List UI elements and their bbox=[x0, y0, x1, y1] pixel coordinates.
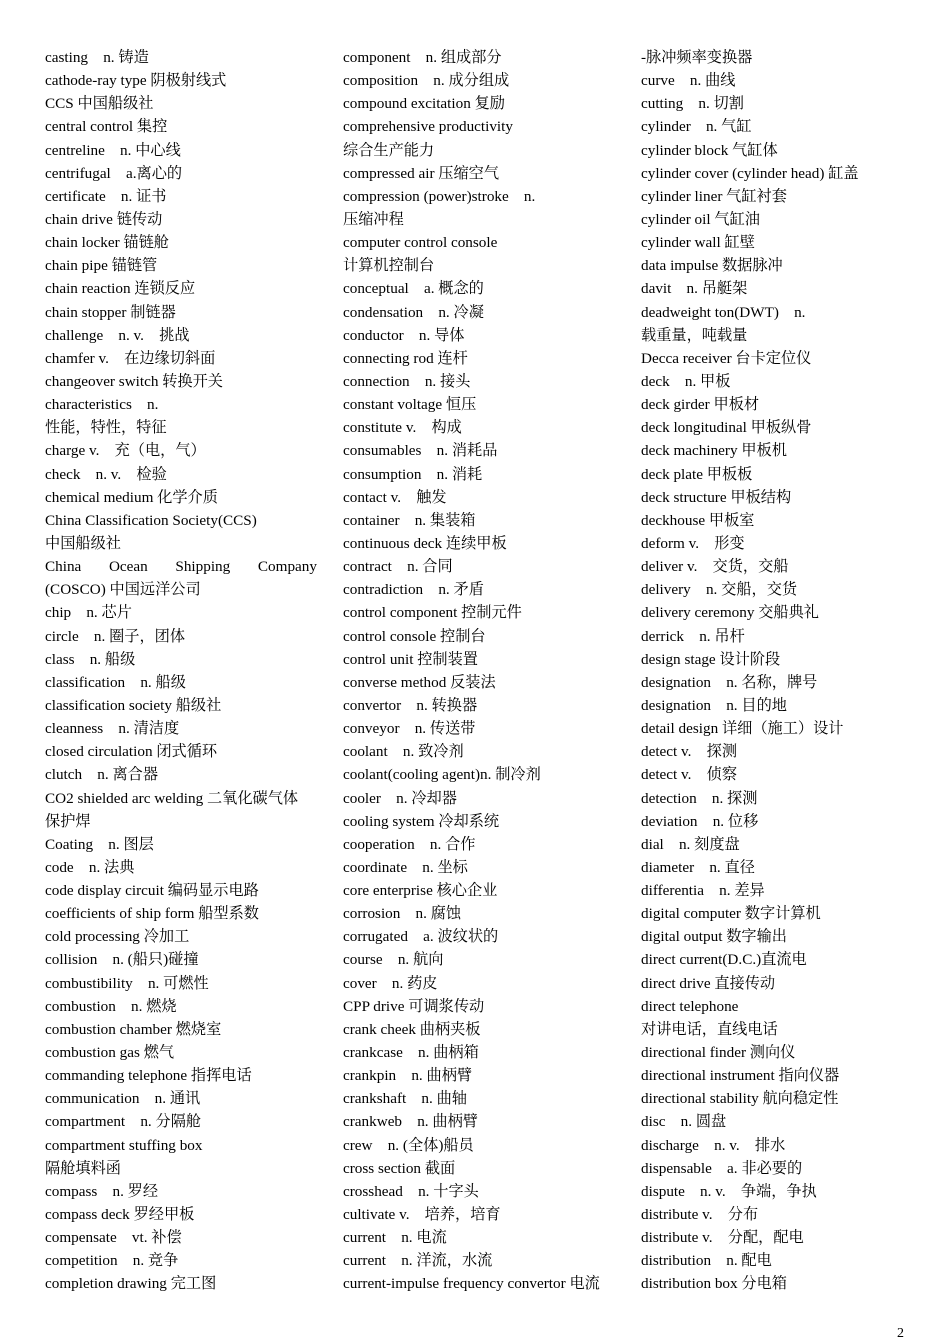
glossary-line: 压缩冲程 bbox=[343, 210, 404, 228]
glossary-line: control unit 控制装置 bbox=[343, 650, 478, 668]
glossary-line: converse method 反装法 bbox=[343, 673, 496, 691]
glossary-line: current n. 洋流，水流 bbox=[343, 1252, 493, 1270]
glossary-line: cylinder oil 气缸油 bbox=[641, 210, 760, 228]
glossary-line: detection n. 探测 bbox=[641, 789, 758, 807]
glossary-line: continuous deck 连续甲板 bbox=[343, 534, 507, 552]
glossary-line: deck n. 甲板 bbox=[641, 372, 731, 390]
glossary-line: cylinder n. 气缸 bbox=[641, 118, 752, 136]
glossary-line: class n. 船级 bbox=[45, 650, 136, 668]
glossary-line: 计算机控制台 bbox=[343, 257, 435, 275]
glossary-word: China bbox=[45, 558, 82, 576]
glossary-line: check n. v. 检验 bbox=[45, 465, 167, 483]
glossary-line: certificate n. 证书 bbox=[45, 187, 167, 205]
glossary-line: CPP drive 可调浆传动 bbox=[343, 997, 485, 1015]
glossary-line: direct drive 直接传动 bbox=[641, 974, 776, 992]
glossary-line: chain locker 锚链舱 bbox=[45, 234, 169, 252]
glossary-line: course n. 航向 bbox=[343, 951, 444, 969]
glossary-line: diameter n. 直径 bbox=[641, 858, 755, 876]
glossary-line: code n. 法典 bbox=[45, 858, 135, 876]
glossary-line: deck plate 甲板板 bbox=[641, 465, 753, 483]
glossary-line: crankshaft n. 曲轴 bbox=[343, 1090, 467, 1108]
glossary-line: chemical medium 化学介质 bbox=[45, 488, 218, 506]
glossary-line: current n. 电流 bbox=[343, 1229, 447, 1247]
glossary-line: deliver v. 交货，交船 bbox=[641, 558, 789, 576]
glossary-line: control console 控制台 bbox=[343, 627, 486, 645]
glossary-line: conceptual a. 概念的 bbox=[343, 280, 484, 298]
glossary-line: curve n. 曲线 bbox=[641, 72, 736, 90]
glossary-line: corrugated a. 波纹状的 bbox=[343, 928, 499, 946]
glossary-line: cylinder cover (cylinder head) 缸盖 bbox=[641, 164, 859, 182]
glossary-line: deviation n. 位移 bbox=[641, 812, 759, 830]
glossary-line: 载重量，吨载量 bbox=[641, 326, 748, 344]
glossary-line: compass deck 罗经甲板 bbox=[45, 1206, 195, 1224]
glossary-line: completion drawing 完工图 bbox=[45, 1275, 217, 1293]
glossary-line: discharge n. v. 排水 bbox=[641, 1136, 786, 1154]
glossary-line: cover n. 药皮 bbox=[343, 974, 438, 992]
glossary-line: compartment stuffing box bbox=[45, 1136, 203, 1154]
glossary-line: deadweight ton(DWT) n. bbox=[641, 303, 806, 321]
glossary-line: cylinder wall 缸壁 bbox=[641, 234, 755, 252]
glossary-line: composition n. 成分组成 bbox=[343, 72, 510, 90]
glossary-line: competition n. 竞争 bbox=[45, 1252, 179, 1270]
glossary-line: cylinder block 气缸体 bbox=[641, 141, 778, 159]
glossary-line: clutch n. 离合器 bbox=[45, 766, 159, 784]
page-number: 2 bbox=[897, 1326, 904, 1341]
glossary-line: crankcase n. 曲柄箱 bbox=[343, 1044, 479, 1062]
glossary-line: connecting rod 连杆 bbox=[343, 349, 468, 367]
glossary-line: communication n. 通讯 bbox=[45, 1090, 201, 1108]
glossary-line: consumption n. 消耗 bbox=[343, 465, 483, 483]
glossary-line: CO2 shielded arc welding 二氧化碳气体 bbox=[45, 789, 299, 807]
glossary-line: detail design 详细（施工）设计 bbox=[641, 720, 844, 738]
glossary-line: convertor n. 转换器 bbox=[343, 696, 478, 714]
glossary-line: crew n. (全体)船员 bbox=[343, 1136, 474, 1154]
glossary-line: cross section 截面 bbox=[343, 1159, 456, 1177]
glossary-line: distribution box 分电箱 bbox=[641, 1275, 787, 1293]
glossary-line: distribute v. 分布 bbox=[641, 1206, 759, 1224]
glossary-line: Coating n. 图层 bbox=[45, 835, 154, 853]
glossary-line: chain pipe 锚链管 bbox=[45, 257, 158, 275]
glossary-word: Ocean bbox=[108, 558, 148, 576]
column-2 bbox=[343, 46, 618, 1296]
glossary-line bbox=[45, 555, 317, 578]
glossary-line: dispute n. v. 争端，争执 bbox=[641, 1182, 817, 1200]
glossary-line: directional stability 航向稳定性 bbox=[641, 1090, 839, 1108]
glossary-line: centrifugal a.离心的 bbox=[45, 164, 183, 182]
glossary-line: -脉冲频率变换器 bbox=[641, 49, 753, 66]
glossary-line: combustibility n. 可燃性 bbox=[45, 974, 209, 992]
glossary-line: dispensable a. 非必要的 bbox=[641, 1159, 803, 1177]
glossary-line: constant voltage 恒压 bbox=[343, 396, 477, 414]
glossary-line: 性能，特性，特征 bbox=[45, 419, 167, 437]
glossary-line: detect v. 探测 bbox=[641, 743, 738, 761]
glossary-line: compartment n. 分隔舱 bbox=[45, 1113, 202, 1131]
glossary-line: combustion n. 燃烧 bbox=[45, 997, 177, 1015]
glossary-line: changeover switch 转换开关 bbox=[45, 372, 223, 390]
glossary-line: compass n. 罗经 bbox=[45, 1182, 159, 1200]
glossary-line: compensate vt. 补偿 bbox=[45, 1229, 182, 1247]
glossary-line: deck structure 甲板结构 bbox=[641, 488, 792, 506]
glossary-line: cathode-ray type 阴极射线式 bbox=[45, 72, 227, 90]
glossary-line: 综合生产能力 bbox=[343, 141, 435, 159]
glossary-line: cleanness n. 清洁度 bbox=[45, 720, 180, 738]
glossary-line: distribute v. 分配，配电 bbox=[641, 1229, 804, 1247]
glossary-line: davit n. 吊艇架 bbox=[641, 280, 748, 298]
glossary-line: classification society 船级社 bbox=[45, 696, 222, 714]
glossary-line: designation n. 名称，牌号 bbox=[641, 673, 818, 691]
glossary-line: directional finder 测向仪 bbox=[641, 1044, 796, 1062]
glossary-line: distribution n. 配电 bbox=[641, 1252, 772, 1270]
glossary-line: 对讲电话，直线电话 bbox=[641, 1020, 778, 1038]
glossary-line: current-impulse frequency convertor 电流 bbox=[343, 1275, 600, 1293]
glossary-line: combustion chamber 燃烧室 bbox=[45, 1020, 222, 1038]
glossary-line: derrick n. 吊杆 bbox=[641, 627, 745, 645]
glossary-line: cutting n. 切割 bbox=[641, 95, 744, 113]
glossary-line: crosshead n. 十字头 bbox=[343, 1182, 479, 1200]
glossary-line: consumables n. 消耗品 bbox=[343, 442, 498, 460]
glossary-line: CCS 中国船级社 bbox=[45, 95, 154, 113]
glossary-line: coordinate n. 坐标 bbox=[343, 858, 468, 876]
glossary-line: 隔舱填料函 bbox=[45, 1159, 121, 1177]
glossary-line: Decca receiver 台卡定位仪 bbox=[641, 349, 812, 367]
glossary-line: crank cheek 曲柄夹板 bbox=[343, 1020, 481, 1038]
glossary-line: commanding telephone 指挥电话 bbox=[45, 1067, 252, 1085]
column-1 bbox=[45, 46, 317, 1296]
glossary-line: contradiction n. 矛盾 bbox=[343, 581, 484, 599]
glossary-line: collision n. (船只)碰撞 bbox=[45, 951, 199, 969]
glossary-line: China Classification Society(CCS) bbox=[45, 511, 257, 529]
glossary-line: comprehensive productivity bbox=[343, 118, 513, 136]
glossary-line: code display circuit 编码显示电路 bbox=[45, 882, 259, 900]
glossary-line: computer control console bbox=[343, 234, 498, 252]
glossary-line: centreline n. 中心线 bbox=[45, 141, 181, 159]
glossary-line: challenge n. v. 挑战 bbox=[45, 326, 190, 344]
glossary-line: dial n. 刻度盘 bbox=[641, 835, 740, 853]
glossary-line: crankpin n. 曲柄臂 bbox=[343, 1067, 473, 1085]
glossary-line: digital computer 数字计算机 bbox=[641, 905, 821, 923]
glossary-word: Company bbox=[257, 558, 317, 576]
glossary-line: delivery ceremony 交船典礼 bbox=[641, 604, 819, 622]
glossary-line: coefficients of ship form 船型系数 bbox=[45, 905, 259, 923]
glossary-line: compound excitation 复励 bbox=[343, 95, 505, 113]
glossary-line: connection n. 接头 bbox=[343, 372, 471, 390]
glossary-line: deform v. 形变 bbox=[641, 534, 745, 552]
glossary-line: combustion gas 燃气 bbox=[45, 1044, 175, 1062]
glossary-line: 中国船级社 bbox=[45, 534, 121, 552]
glossary-line: deck girder 甲板材 bbox=[641, 396, 760, 414]
glossary-line: designation n. 目的地 bbox=[641, 696, 787, 714]
glossary-line: cold processing 冷加工 bbox=[45, 928, 190, 946]
glossary-line: coolant(cooling agent)n. 制冷剂 bbox=[343, 766, 541, 784]
glossary-line: delivery n. 交船，交货 bbox=[641, 581, 798, 599]
glossary-line: cylinder liner 气缸衬套 bbox=[641, 187, 787, 205]
glossary-line: design stage 设计阶段 bbox=[641, 650, 781, 668]
glossary-line: chain drive 链传动 bbox=[45, 210, 163, 228]
glossary-line: control component 控制元件 bbox=[343, 604, 522, 622]
glossary-line: disc n. 圆盘 bbox=[641, 1113, 727, 1131]
glossary-line: chip n. 芯片 bbox=[45, 604, 132, 622]
glossary-line: constitute v. 构成 bbox=[343, 419, 462, 437]
glossary-line: deckhouse 甲板室 bbox=[641, 511, 755, 529]
column-3 bbox=[641, 46, 911, 1296]
glossary-line: deck machinery 甲板机 bbox=[641, 442, 787, 460]
glossary-line: digital output 数字输出 bbox=[641, 928, 787, 946]
glossary-line: central control 集控 bbox=[45, 118, 168, 136]
glossary-line: coolant n. 致冷剂 bbox=[343, 743, 464, 761]
glossary-line: container n. 集装箱 bbox=[343, 511, 476, 529]
glossary-line: detect v. 侦察 bbox=[641, 766, 738, 784]
glossary-line: charge v. 充（电，气） bbox=[45, 442, 206, 460]
glossary-line: compression (power)stroke n. bbox=[343, 187, 536, 205]
glossary-line: contract n. 合同 bbox=[343, 558, 453, 576]
glossary-line: condensation n. 冷凝 bbox=[343, 303, 484, 321]
glossary-line: characteristics n. bbox=[45, 396, 159, 414]
glossary-line: circle n. 圈子，团体 bbox=[45, 627, 186, 645]
glossary-line: cultivate v. 培养，培育 bbox=[343, 1206, 501, 1224]
glossary-line: corrosion n. 腐蚀 bbox=[343, 905, 462, 923]
glossary-line: compressed air 压缩空气 bbox=[343, 164, 500, 182]
glossary-line: chain reaction 连锁反应 bbox=[45, 280, 196, 298]
glossary-line: chain stopper 制链器 bbox=[45, 303, 176, 321]
glossary-line: cooler n. 冷却器 bbox=[343, 789, 457, 807]
glossary-line: chamfer v. 在边缘切斜面 bbox=[45, 349, 216, 367]
glossary-line: cooling system 冷却系统 bbox=[343, 812, 500, 830]
glossary-line: component n. 组成部分 bbox=[343, 49, 502, 66]
glossary-line: direct telephone bbox=[641, 997, 739, 1015]
glossary-line: conductor n. 导体 bbox=[343, 326, 465, 344]
glossary-line: classification n. 船级 bbox=[45, 673, 186, 691]
glossary-line: deck longitudinal 甲板纵骨 bbox=[641, 419, 812, 437]
glossary-line: closed circulation 闭式循环 bbox=[45, 743, 218, 761]
glossary-line: core enterprise 核心企业 bbox=[343, 882, 498, 900]
glossary-line: direct current(D.C.)直流电 bbox=[641, 951, 807, 969]
glossary-line: cooperation n. 合作 bbox=[343, 835, 476, 853]
glossary-line: directional instrument 指向仪器 bbox=[641, 1067, 840, 1085]
glossary-line: casting n. 铸造 bbox=[45, 49, 149, 66]
glossary-line: data impulse 数据脉冲 bbox=[641, 257, 783, 275]
glossary-line: conveyor n. 传送带 bbox=[343, 720, 476, 738]
glossary-line: contact v. 触发 bbox=[343, 488, 447, 506]
glossary-line: 保护焊 bbox=[45, 812, 91, 830]
glossary-line: differentia n. 差异 bbox=[641, 882, 765, 900]
glossary-word: Shipping bbox=[175, 558, 231, 576]
glossary-line: crankweb n. 曲柄臂 bbox=[343, 1113, 478, 1131]
glossary-line: (COSCO) 中国远洋公司 bbox=[45, 581, 201, 599]
